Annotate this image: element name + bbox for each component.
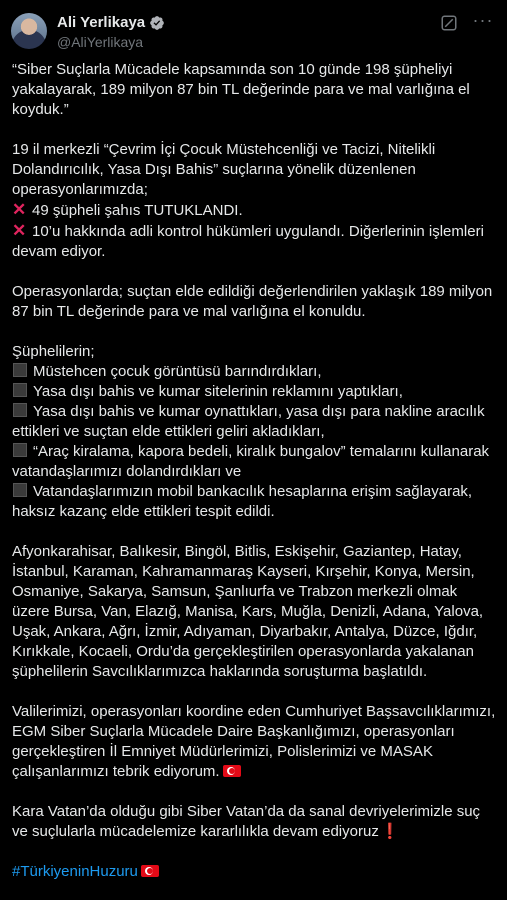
turkey-flag-icon xyxy=(223,765,241,777)
list-item: ✕ 49 şüpheli şahıs TUTUKLANDI. xyxy=(12,200,243,219)
author-display-name[interactable]: Ali Yerlikaya xyxy=(57,14,146,31)
list-item: “Araç kiralama, kapora bedeli, kiralık bungalov” temalarını kullanarak vatandaşlarımızı dolandırdıkları ve xyxy=(12,443,490,480)
paragraph-congratulations: Valilerimizi, operasyonları koordine eden Cumhuriyet Başsavcılıklarımızı, EGM Siber Suçlarla Mücadele Daire Başkanlığımızı, operasyonları gerçekleştiren İl Emniyet Müdürlerimizi, Polislerimizi ve MASAK çalışanlarımızı tebrik ediyorum. xyxy=(12,703,496,780)
black-square-icon xyxy=(13,483,27,497)
avatar[interactable] xyxy=(11,13,47,49)
list-item: ✕ 10’u hakkında adli kontrol hükümleri uygulandı. Diğerlerinin işlemleri devam ediyor. xyxy=(12,221,484,260)
cross-mark-icon: ✕ xyxy=(12,200,27,219)
tweet-text xyxy=(12,60,496,882)
hashtag-line xyxy=(12,862,496,882)
author-name-row[interactable] xyxy=(57,14,165,31)
list-item: Yasa dışı bahis ve kumar oynattıkları, yasa dışı para nakline aracılık ettikleri ve suçtan elde ettikleri geliri akladıkları, xyxy=(12,403,485,440)
black-square-icon xyxy=(13,403,27,417)
paragraph-summary: “Siber Suçlarla Mücadele kapsamında son 10 günde 198 şüpheliyi yakalayarak, 189 milyon 87 bin TL değerinde para ve mal varlığına el koyduk.” xyxy=(12,61,470,118)
list-item: Yasa dışı bahis ve kumar sitelerinin reklamını yaptıkları, xyxy=(12,382,496,402)
tweet-header xyxy=(0,0,507,56)
black-square-icon xyxy=(13,383,27,397)
author-handle[interactable]: @AliYerlikaya xyxy=(57,34,144,50)
paragraph-operations: 19 il merkezli “Çevrim İçi Çocuk Müstehcenliği ve Tacizi, Nitelikli Dolandırıcılık, Yasa Dışı Bahis” suçlarına yönelik düzenlenen operasyonlarımızda; xyxy=(12,141,436,198)
red-exclamation-icon: ❗ xyxy=(380,823,400,840)
list-item: Müstehcen çocuk görüntüsü barındırdıkları, xyxy=(12,362,496,382)
paragraph-closing: Kara Vatan’da olduğu gibi Siber Vatan’da da sanal devriyelerimizle suç ve suçlularla mücadelemize kararlılıkla devam ediyoruz ❗ xyxy=(12,803,481,840)
more-options-icon[interactable]: ··· xyxy=(472,10,494,30)
hashtag-link[interactable]: #TürkiyeninHuzuru xyxy=(12,863,138,880)
paragraph-suspects-intro: Şüphelilerin; xyxy=(12,343,95,360)
cross-mark-icon: ✕ xyxy=(12,221,27,240)
turkey-flag-icon xyxy=(141,865,159,877)
black-square-icon xyxy=(13,443,27,457)
paragraph-seizure: Operasyonlarda; suçtan elde edildiği değerlendirilen yaklaşık 189 milyon 87 bin TL değerinde para ve mal varlığına el konuldu. xyxy=(12,283,493,320)
list-item: Vatandaşlarımızın mobil bankacılık hesaplarına erişim sağlayarak, haksız kazanç elde ettikleri tespit edildi. xyxy=(12,483,473,520)
black-square-icon xyxy=(13,363,27,377)
grok-icon[interactable] xyxy=(440,14,458,32)
paragraph-cities: Afyonkarahisar, Balıkesir, Bingöl, Bitlis, Eskişehir, Gaziantep, Hatay, İstanbul, Karaman, Kahramanmaraş Kayseri, Kırşehir, Konya, Mersin, Osmaniye, Sakarya, Samsun, Şanlıurfa ve Trabzon merkezli olmak üzere Bursa, Van, Elazığ, Manisa, Kars, Muğla, Denizli, Adana, Yalova, Uşak, Ankara, Ağrı, İzmir, Adıyaman, Diyarbakır, Antalya, Düzce, Iğdır, Kırıkkale, Kocaeli, Ordu’da gerçekleştirilen operasyonlarda yakalanan şüphelilerin Savcılıklarımızca haklarında soruşturma başlatıldı. xyxy=(12,543,484,680)
verified-badge-icon xyxy=(149,15,165,31)
